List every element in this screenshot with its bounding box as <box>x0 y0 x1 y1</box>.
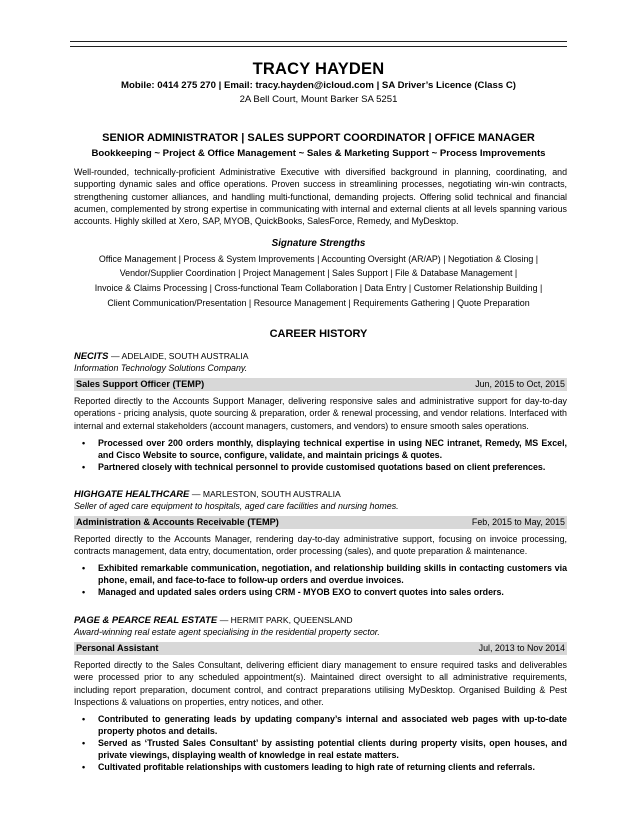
employer-location: — MARLESTON, SOUTH AUSTRALIA <box>191 489 341 499</box>
strengths-line: Invoice & Claims Processing | Cross-functional Team Collaboration | Data Entry | Customer Relationship Building | <box>94 283 543 293</box>
employer-description: Award-winning real estate agent specialising in the residential property sector. <box>74 627 380 637</box>
achievement-item: • Cultivated profitable relationships with customers leading to high rate of returning clients and referrals. <box>82 762 535 772</box>
employer-location: — ADELAIDE, SOUTH AUSTRALIA <box>111 351 249 361</box>
employer-description: Seller of aged care equipment to hospitals, aged care facilities and nursing homes. <box>74 501 399 511</box>
achievement-item: • Exhibited remarkable communication, negotiation, and relationship building skills in contacting customers via phone, email, and face-to-face to follow-up orders and overdue invoices. <box>82 563 567 585</box>
achievement-list <box>74 437 567 473</box>
employer-description: Information Technology Solutions Company. <box>74 363 248 373</box>
employer-name: HIGHGATE HEALTHCARE <box>74 488 190 499</box>
role-bar <box>74 378 567 391</box>
role-bar <box>74 642 567 655</box>
role-title: Personal Assistant <box>76 643 159 653</box>
achievement-item: • Managed and updated sales orders using CRM - MYOB EXO to convert quotes into sales orders. <box>82 587 504 597</box>
bullet-icon: • <box>82 762 86 772</box>
achievement-list <box>74 562 567 598</box>
bullet-icon: • <box>82 462 86 472</box>
strengths-line: Office Management | Process & System Improvements | Accounting Oversight (AR/AP) | Negotiation & Closing | <box>98 254 539 264</box>
bullet-icon: • <box>82 738 86 748</box>
achievement-item: • Partnered closely with technical personnel to provide customised quotations based on client preferences. <box>82 462 546 472</box>
bullet-icon: • <box>82 714 86 724</box>
role-summary: Reported directly to the Sales Consultant, delivering efficient diary management to ensure required tasks and deliverables were processed prior to any scheduled appointment(s). Maintained direct oversight to all administrative requirements, including report preparation, document control, and contract preparations utilising MyDesktop. Organised Building & Pest Inspections & valuations on properties, entry notices, and other. <box>74 660 567 707</box>
profile-summary: Well-rounded, technically-proficient Administrative Executive with diversified background in planning, coordinating, and supporting dynamic sales and office operations. Proven success in streamlining processes, negotiating win-win contracts, strengthening customer alliances, and handling multi-functional, demanding projects. Offering solid technical and financial acumen, complemented by strong expertise in communicating with internal and external clients at all levels spanning various accounts. Highly skilled at Xero, SAP, MYOB, QuickBooks, SalesForce, Remedy, and MyDesktop. <box>74 167 567 227</box>
employer-line <box>74 350 249 361</box>
role-dates: Jun, 2015 to Oct, 2015 <box>475 379 565 389</box>
top-rule-1 <box>70 41 567 42</box>
role-summary: Reported directly to the Accounts Manager, rendering day-to-day administrative support, focusing on invoice processing, contracts management, data entry, documentation, order processing (sales), and quote preparation & maintenance. <box>74 534 567 557</box>
achievement-item: • Processed over 200 orders monthly, displaying technical expertise in using NEC intranet, Remedy, MS Excel, and Cisco Website to source, configure, validate, and maintain pricings & quotes. <box>82 438 567 460</box>
bullet-icon: • <box>82 438 86 448</box>
role-title: Sales Support Officer (TEMP) <box>76 379 205 389</box>
role-bar <box>74 516 567 529</box>
achievement-item: • Contributed to generating leads by updating company’s internal and associated web pages with up-to-date property photos and details. <box>82 714 567 736</box>
role-title: Administration & Accounts Receivable (TEMP) <box>76 517 279 527</box>
employer-name: NECITS <box>74 350 109 361</box>
career-history-title: CAREER HISTORY <box>269 328 368 340</box>
professional-subtitles: Bookkeeping ~ Project & Office Management ~ Sales & Marketing Support ~ Process Improvements <box>91 148 546 159</box>
achievement-item: • Served as ‘Trusted Sales Consultant’ by assisting potential clients during property visits, open houses, and private viewings, displaying wealth of knowledge in real estate matters. <box>82 738 567 760</box>
role-dates: Jul, 2013 to Nov 2014 <box>478 643 565 653</box>
strengths-title: Signature Strengths <box>271 238 366 249</box>
bullet-icon: • <box>82 563 86 573</box>
candidate-name: TRACY HAYDEN <box>252 60 385 78</box>
strengths-line: Vendor/Supplier Coordination | Project Management | Sales Support | File & Database Management | <box>119 268 518 278</box>
professional-titles: SENIOR ADMINISTRATOR | SALES SUPPORT COORDINATOR | OFFICE MANAGER <box>102 132 535 144</box>
bullet-icon: • <box>82 587 86 597</box>
employer-location: — HERMIT PARK, QUEENSLAND <box>219 615 353 625</box>
strengths-line: Client Communication/Presentation | Resource Management | Requirements Gathering | Quote Preparation <box>107 298 530 308</box>
role-summary: Reported directly to the Accounts Support Manager, delivering responsive sales and administrative support for day-to-day operations - pricing analysis, quote sourcing & preparation, order & renewal processing, and vendor relations. Interfaced with internal and external stakeholders (account managers, customers, and vendors) to ensure smooth sales operations. <box>74 396 567 431</box>
employer-line <box>74 614 353 625</box>
top-rule-2 <box>70 46 567 47</box>
contact-line: Mobile: 0414 275 270 | Email: tracy.hayden@icloud.com | SA Driver’s Licence (Class C) <box>121 80 516 91</box>
address-line: 2A Bell Court, Mount Barker SA 5251 <box>239 94 398 105</box>
employer-name: PAGE & PEARCE REAL ESTATE <box>74 614 218 625</box>
achievement-list <box>74 713 567 773</box>
role-dates: Feb, 2015 to May, 2015 <box>471 517 565 527</box>
employer-line <box>74 488 341 499</box>
